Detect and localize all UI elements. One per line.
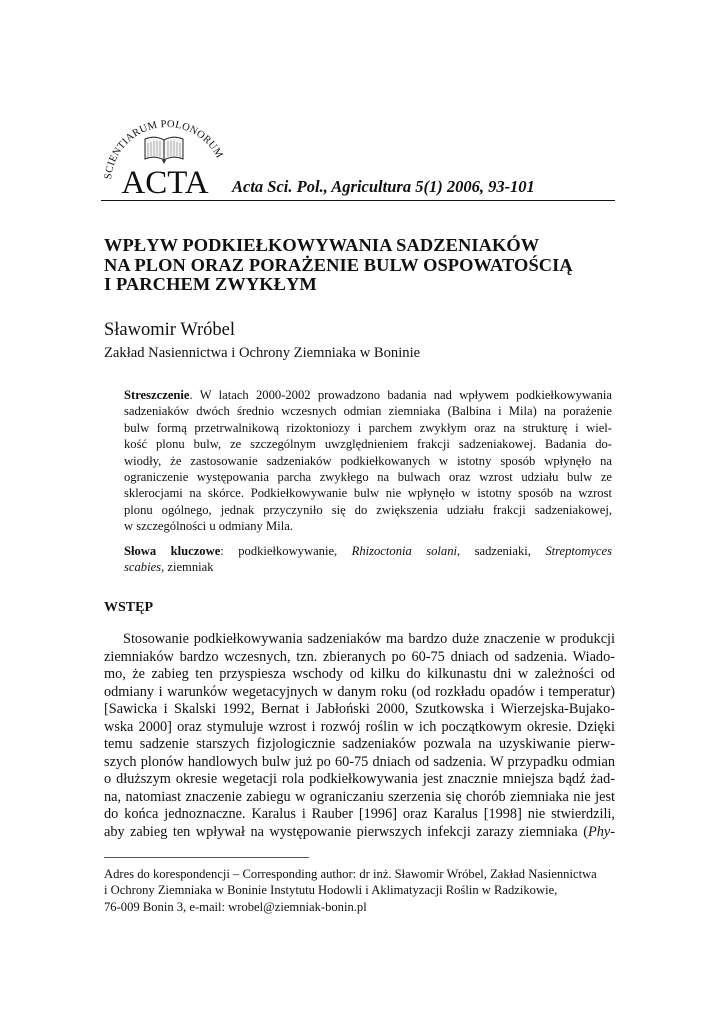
abstract-line: ograniczenie występowania parcha zwykłego na bulwach oraz wzrost udziału bulw ze xyxy=(124,470,612,485)
body-line: do końca jednoznaczne. Karalus i Rauber [1996] oraz Karalus [1998] nie stwierdzili, xyxy=(104,806,615,822)
keyword-italic: Streptomyces xyxy=(545,543,612,558)
abstract-line: plonu ogólnego, jednak przyczyniło się do zwiększenia udziału frakcji sadzeniakowej, xyxy=(124,502,612,517)
open-book-icon xyxy=(101,105,229,195)
footnote-divider xyxy=(104,857,309,858)
logo-arc-text: SCIENTIARUM POLONORUM xyxy=(103,118,225,180)
article-title xyxy=(104,236,624,295)
author-name: Sławomir Wróbel xyxy=(104,320,235,340)
body-line: odmiany i warunków wegetacyjnych w danym roku (od rozkładu opadów i temperatur) xyxy=(104,683,615,700)
journal-header xyxy=(101,105,615,197)
keywords-label: Słowa kluczowe xyxy=(124,543,221,558)
body-line: ziemniaków bardzo wczesnych, tzn. zbieranych po 60-75 dniach od sadzenia. Wiado- xyxy=(104,648,615,665)
body-line: Stosowanie podkiełkowywania sadzeniaków ma bardzo duże znaczenie w produkcji xyxy=(123,631,615,647)
body-line: [Sawicka i Skalski 1992, Bernat i Jabłoński 2000, Szutkowska i Wierzejska-Bujako- xyxy=(104,701,615,717)
abstract-line: kość plonu bulw, ze szczególnym uwzględnieniem frakcji sadzeniakowej. Badania do- xyxy=(124,437,612,452)
body-line: temu sadzenie starszych fizjologicznie sadzeniaków pozwala na uzyskiwanie pierw- xyxy=(104,736,615,752)
title-line: NA PLON ORAZ PORAŻENIE BULW OSPOWATOŚCIĄ xyxy=(104,254,573,275)
body-line: szych plonów handlowych bulw już po 60-75 dniach od sadzenia. W przypadku odmian xyxy=(104,753,615,770)
keywords-line: scabies, ziemniak xyxy=(124,560,214,575)
abstract-line: Streszczenie. W latach 2000-2002 prowadzono badania nad wpływem podkiełkowywania xyxy=(124,388,612,402)
author-affiliation: Zakład Nasiennictwa i Ochrony Ziemniaka w Boninie xyxy=(104,345,421,361)
section-heading: WSTĘP xyxy=(104,600,154,615)
logo-acta-text: ACTA xyxy=(121,165,209,195)
section-body xyxy=(104,631,615,841)
keywords xyxy=(124,543,612,576)
title-line: I PARCHEM ZWYKŁYM xyxy=(104,274,317,294)
abstract xyxy=(124,387,612,575)
acta-logo xyxy=(101,105,229,195)
abstract-label: Streszczenie xyxy=(124,388,190,402)
keyword-italic: scabies xyxy=(124,560,162,575)
body-line: wska 2000] oraz stymuluje wzrost i rozwój roślin w ich początkowym okresie. Dzięki xyxy=(104,718,615,735)
header-divider xyxy=(101,200,615,201)
footnote-line: 76-009 Bonin 3, e-mail: wrobel@ziemniak-bonin.pl xyxy=(104,899,367,914)
footnote-line: i Ochrony Ziemniaka w Boninie Instytutu Hodowli i Aklimatyzacji Roślin w Radzikowie, xyxy=(104,883,558,898)
body-line: aby zabieg ten wpływał na występowanie pierwszych infekcji zarazy ziemniaka (Phy- xyxy=(104,823,615,840)
footnote xyxy=(104,866,619,915)
journal-citation: Acta Sci. Pol., Agricultura 5(1) 2006, 93-101 xyxy=(232,177,535,196)
abstract-line: sadzeniaków dwóch średnio wczesnych odmian ziemniaka (Balbina i Mila) na porażenie xyxy=(124,404,612,419)
body-line: na, natomiast znaczenie zabiegu w ograniczaniu szerzenia się chorób ziemniaka nie jest xyxy=(104,788,615,805)
abstract-line: w szczególności u odmiany Mila. xyxy=(124,519,293,534)
body-line: o dłuższym okresie wegetacji rola podkiełkowywania jest znacznie mniejsza bądź żad- xyxy=(104,771,615,787)
keyword-italic: Rhizoctonia solani xyxy=(351,543,458,558)
abstract-line: bulw formą przetrwalnikową rizoktoniozy i parchem zwykłym oraz na strukturę i wiel- xyxy=(124,420,612,435)
abstract-line: wiodły, że zastosowanie sadzeniaków podkiełkowanych w istotny sposób wpłynęło na xyxy=(124,453,612,468)
body-line: mo, że zabieg ten przyspiesza wschody od kilku do kilkunastu dni w zależności od xyxy=(104,666,615,682)
abstract-line: sklerocjami na skórce. Podkiełkowywanie bulw nie wpłynęło w istotny sposób na wzrost xyxy=(124,486,612,501)
keywords-line: Słowa kluczowe: podkiełkowywanie, Rhizoctonia solani, sadzeniaki, Streptomyces xyxy=(124,543,612,558)
title-line: WPŁYW PODKIEŁKOWYWANIA SADZENIAKÓW xyxy=(104,235,540,255)
footnote-line: Adres do korespondencji – Corresponding author: dr inż. Sławomir Wróbel, Zakład Nasiennictwa xyxy=(104,867,597,881)
